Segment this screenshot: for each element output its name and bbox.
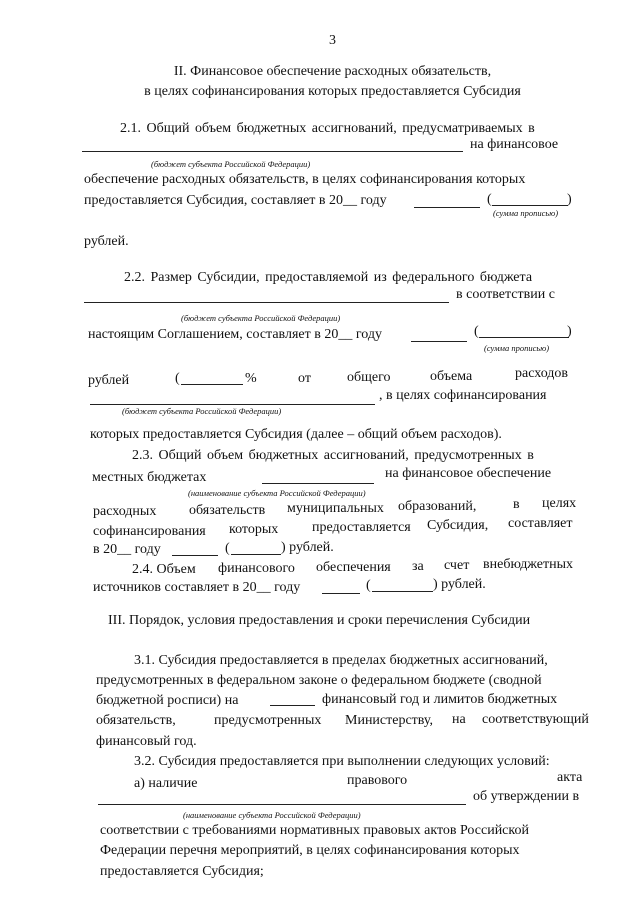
p22-line-4-w1: рублей xyxy=(88,373,130,388)
p23-line-3-w5: в xyxy=(513,497,520,512)
p21-line-1: 2.1. Общий объем бюджетных ассигнований, предусматриваемых в xyxy=(120,121,535,136)
p24-line-1-w1: 2.4. Объем xyxy=(132,562,196,577)
p22-line-1: 2.2. Размер Субсидии, предоставляемой из федерального бюджета xyxy=(124,270,533,285)
p32-line-6: предоставляется Субсидия; xyxy=(100,864,264,879)
p23-line-5-c: ) рублей. xyxy=(281,540,334,555)
p22-line-4-w6: объема xyxy=(430,369,473,384)
p22-budget-blank xyxy=(84,302,449,303)
section-2-title-line-1: II. Финансовое обеспечение расходных обязательств, xyxy=(173,64,492,79)
p31-line-5: финансовый год. xyxy=(96,734,197,749)
p22-line-6: которых предоставляется Субсидия (далее – общий объем расходов). xyxy=(90,427,502,442)
p32-line-4: соответствии с требованиями нормативных правовых актов Российской xyxy=(100,823,529,838)
p24-line-2-c: ) рублей. xyxy=(433,577,486,592)
p22-budget-caption-2: (бюджет субъекта Российской Федерации) xyxy=(122,406,282,416)
p23-line-3-w6: целях xyxy=(542,496,577,511)
p23-line-3-w4: образований, xyxy=(398,499,477,514)
p22-line-4-w3: % xyxy=(245,371,257,386)
p22-line-4-w4: от xyxy=(298,371,311,386)
p22-budget-caption: (бюджет субъекта Российской Федерации) xyxy=(181,313,341,323)
p31-line-4-w2: предусмотренных xyxy=(214,713,322,728)
p32-line-3-tail: об утверждении в xyxy=(473,789,580,804)
p32-line-2-w1: а) наличие xyxy=(134,776,198,791)
p24-line-1-w5: счет xyxy=(444,558,470,573)
p22-sum-caption: (сумма прописью) xyxy=(484,343,550,353)
p22-budget-blank-2 xyxy=(90,404,375,405)
p23-name-caption: (наименование субъекта Российской Федерации) xyxy=(188,488,366,498)
p23-amount-blank xyxy=(172,555,218,556)
p21-line-5: рублей. xyxy=(84,234,129,249)
p23-sum-words-blank xyxy=(231,554,281,555)
p24-line-1-w2: финансового xyxy=(218,561,295,576)
p23-line-4-w3: предоставляется xyxy=(312,520,411,535)
p31-line-3-a: бюджетной росписи) на xyxy=(96,693,239,708)
p22-line-3: настоящим Соглашением, составляет в 20__ году xyxy=(88,327,382,342)
p21-paren-close: ) xyxy=(567,192,572,207)
p22-line-4-w5: общего xyxy=(347,370,391,385)
p31-line-3-b: финансовый год и лимитов бюджетных xyxy=(322,692,558,707)
p31-line-2: предусмотренных в федеральном законе о федеральном бюджете (сводной xyxy=(96,673,542,688)
p32-line-2-w3: акта xyxy=(557,770,583,785)
p21-budget-blank xyxy=(82,151,463,152)
p24-amount-blank xyxy=(322,593,360,594)
p24-line-1-w6: внебюджетных xyxy=(483,557,574,572)
section-3-title: III. Порядок, условия предоставления и сроки перечисления Субсидии xyxy=(108,613,531,628)
p23-line-4-w4: Субсидия, xyxy=(427,518,489,533)
p22-line-5-tail: , в целях софинансирования xyxy=(379,388,547,403)
p23-line-3-w2: обязательств xyxy=(189,503,266,518)
p21-line-3: обеспечение расходных обязательств, в целях софинансирования которых xyxy=(84,172,526,187)
p23-line-5-a: в 20__ году xyxy=(93,542,161,557)
p23-line-1: 2.3. Общий объем бюджетных ассигнований, предусмотренных в xyxy=(132,448,534,463)
p21-line-2-tail: на финансовое xyxy=(470,137,559,152)
p22-paren-open: ( xyxy=(474,324,479,339)
p22-percent-blank xyxy=(181,384,243,385)
p32-line-5: Федерации перечня мероприятий, в целях софинансирования которых xyxy=(100,843,520,858)
p24-line-1-w3: обеспечения xyxy=(316,560,391,575)
p32-line-1: 3.2. Субсидия предоставляется при выполнении следующих условий: xyxy=(134,754,550,769)
p21-sum-caption: (сумма прописью) xyxy=(493,208,559,218)
p22-amount-blank xyxy=(411,341,467,342)
p21-paren-open: ( xyxy=(487,192,492,207)
p31-line-4-w3: Министерству, xyxy=(345,713,434,728)
p32-line-2-w2: правового xyxy=(347,773,408,788)
p31-line-1: 3.1. Субсидия предоставляется в пределах бюджетных ассигнований, xyxy=(134,653,548,668)
p22-line-2-tail: в соответствии с xyxy=(456,287,555,302)
p22-sum-words-blank xyxy=(479,337,569,338)
p23-line-4-w2: которых xyxy=(229,522,279,537)
p23-line-2-b: на финансовое обеспечение xyxy=(385,466,552,481)
p31-line-4-w5: соответствующий xyxy=(482,712,589,727)
p31-line-4-w4: на xyxy=(452,712,466,727)
p32-name-blank xyxy=(98,804,466,805)
p23-name-blank xyxy=(262,483,374,484)
p24-line-1-w4: за xyxy=(412,559,424,574)
p23-line-4-w5: составляет xyxy=(508,516,573,531)
p31-line-4-w1: обязательств, xyxy=(96,713,176,728)
p23-line-5-b: ( xyxy=(225,541,230,556)
p24-line-2-a: источников составляет в 20__ году xyxy=(93,580,301,595)
p21-line-4: предоставляется Субсидия, составляет в 20__ году xyxy=(84,193,387,208)
p32-name-caption: (наименование субъекта Российской Федерации) xyxy=(183,810,361,820)
p22-line-4-w2: ( xyxy=(175,371,180,386)
p24-line-2-b: ( xyxy=(366,578,371,593)
p21-sum-words-blank xyxy=(492,205,568,206)
p23-line-3-w1: расходных xyxy=(93,504,157,519)
p24-sum-words-blank xyxy=(372,591,433,592)
p23-line-2-a: местных бюджетах xyxy=(92,470,207,485)
p21-budget-caption: (бюджет субъекта Российской Федерации) xyxy=(151,159,311,169)
p23-line-3-w3: муниципальных xyxy=(287,501,384,516)
p23-line-4-w1: софинансирования xyxy=(93,524,206,539)
page-number: 3 xyxy=(329,33,336,48)
p22-line-4-w7: расходов xyxy=(515,366,569,381)
p22-paren-close: ) xyxy=(567,324,572,339)
p21-amount-blank xyxy=(414,207,480,208)
section-2-title-line-2: в целях софинансирования которых предоставляется Субсидия xyxy=(144,84,521,99)
p31-year-blank xyxy=(270,705,315,706)
